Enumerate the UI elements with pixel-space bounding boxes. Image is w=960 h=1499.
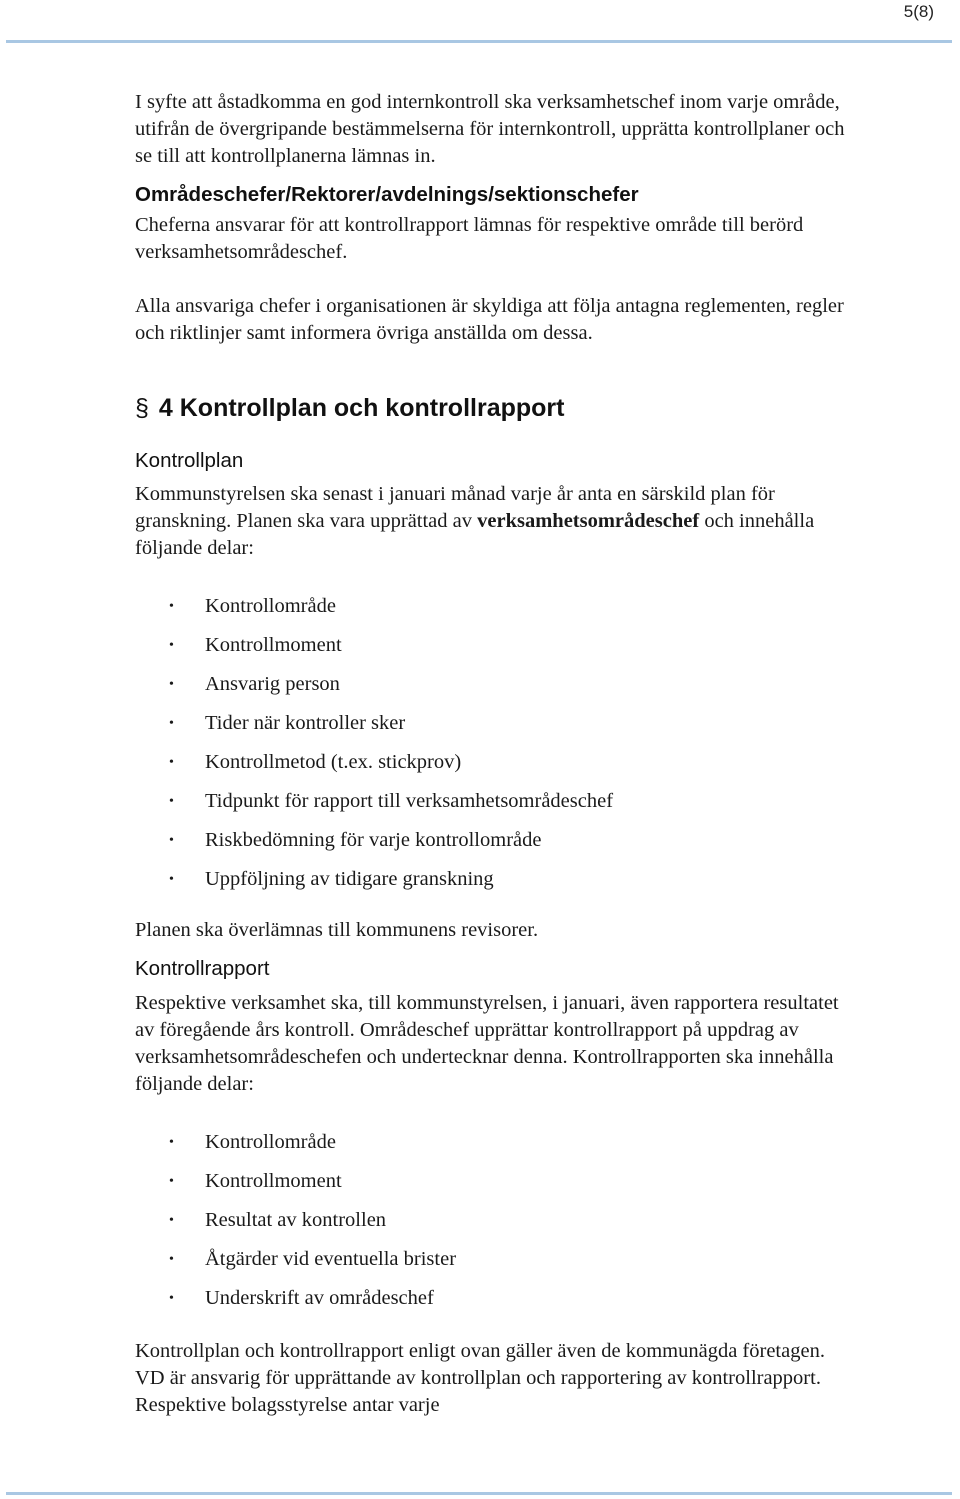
bullet-icon: • — [169, 1135, 174, 1150]
header-rule — [6, 40, 952, 43]
bullet-icon: • — [169, 794, 174, 809]
section-title: 4 Kontrollplan och kontrollrapport — [158, 394, 565, 422]
managers-paragraph: Cheferna ansvarar för att kontrollrapport lämnas för respektive område till berörd verksamhetsområdeschef. — [135, 214, 804, 263]
bullet-icon: • — [169, 599, 174, 614]
section-symbol: § — [135, 394, 149, 422]
list-item: • Riskbedömning för varje kontrollområde — [135, 827, 855, 866]
list-item: • Tider när kontroller sker — [135, 710, 855, 749]
list-item: • Kontrollmoment — [135, 1168, 855, 1207]
managers-paragraph-2: Alla ansvariga chefer i organisationen är skyldiga att följa antagna reglementen, regler och riktlinjer samt informera övriga anställda om dessa. — [135, 295, 844, 344]
bullet-icon: • — [169, 716, 174, 731]
document-body — [135, 89, 855, 1419]
section-heading — [135, 393, 855, 423]
list-item: • Kontrollområde — [135, 593, 855, 632]
list-item: • Underskrift av områdeschef — [135, 1285, 855, 1324]
bullet-icon: • — [169, 1291, 174, 1306]
intro-paragraph: I syfte att åstadkomma en god internkontroll ska verksamhetschef inom varje område, utifrån de övergripande bestämmelserna för internkontroll, upprätta kontrollplaner och se till att kontrollplanerna lämnas in. — [135, 91, 845, 167]
bullet-icon: • — [169, 755, 174, 770]
report-closing: Kontrollplan och kontrollrapport enligt ovan gäller även de kommunägda företagen. VD är ansvarig för upprättande av kontrollplan och rapportering av kontrollrapport. Respektive bolagsstyrelse antar varje — [135, 1340, 825, 1416]
bullet-icon: • — [169, 1174, 174, 1189]
report-list — [135, 1129, 855, 1324]
managers-heading: Områdeschefer/Rektorer/avdelnings/sektionschefer — [135, 183, 639, 206]
list-item: • Ansvarig person — [135, 671, 855, 710]
footer-rule — [6, 1492, 952, 1495]
plan-text-bold: verksamhetsområdeschef — [477, 510, 700, 532]
list-item: • Kontrollområde — [135, 1129, 855, 1168]
list-item: • Resultat av kontrollen — [135, 1207, 855, 1246]
bullet-icon: • — [169, 677, 174, 692]
plan-text-a: Kommunstyrelsen ska senast i januari månad varje år anta en särskild plan för granskning. Planen ska vara upprättad av — [135, 483, 775, 532]
list-item: • Kontrollmoment — [135, 632, 855, 671]
bullet-icon: • — [169, 872, 174, 887]
bullet-icon: • — [169, 833, 174, 848]
plan-text-b: och innehålla följande delar: — [135, 510, 815, 559]
list-item: • Åtgärder vid eventuella brister — [135, 1246, 855, 1285]
report-heading: Kontrollrapport — [135, 957, 270, 980]
report-paragraph: Respektive verksamhet ska, till kommunstyrelsen, i januari, även rapportera resultatet av föregående års kontroll. Områdeschef upprättar kontrollrapport på uppdrag av verksamhetsområdeschefen och undertecknar denna. Kontrollrapporten ska innehålla följande delar: — [135, 992, 839, 1095]
plan-heading: Kontrollplan — [135, 449, 244, 472]
plan-paragraph — [135, 481, 855, 562]
bullet-icon: • — [169, 1252, 174, 1267]
page-number: 5(8) — [903, 2, 934, 21]
plan-list — [135, 593, 855, 905]
bullet-icon: • — [169, 638, 174, 653]
plan-closing: Planen ska överlämnas till kommunens revisorer. — [135, 919, 539, 941]
list-item: • Tidpunkt för rapport till verksamhetsområdeschef — [135, 788, 855, 827]
list-item: • Kontrollmetod (t.ex. stickprov) — [135, 749, 855, 788]
list-item: • Uppföljning av tidigare granskning — [135, 866, 855, 905]
bullet-icon: • — [169, 1213, 174, 1228]
